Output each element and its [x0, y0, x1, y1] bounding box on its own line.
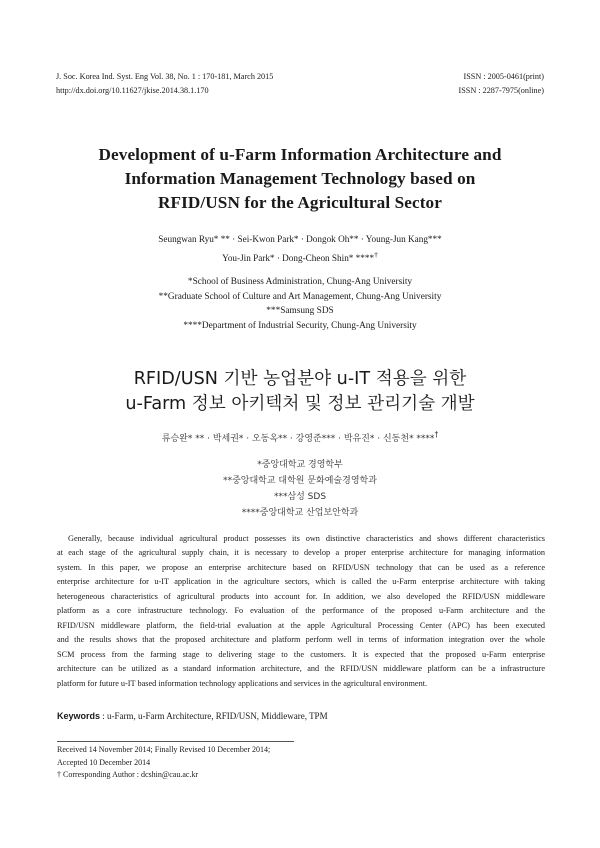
journal-citation: J. Soc. Korea Ind. Syst. Eng Vol. 38, No. 1 : 170-181, March 2015	[56, 72, 274, 81]
footnote-divider	[57, 741, 294, 742]
dagger-mark: †	[434, 430, 439, 439]
corresponding-author: † Corresponding Author : dcshin@cau.ac.kr	[57, 770, 199, 780]
abstract-line: platform as a core infrastructure technology. Fo evaluation of the performance of the proposed u-Farm architecture and the	[57, 606, 545, 616]
abstract-line: Generally, because individual agricultural product possesses its own distinctive characteristics and shows different characteristics	[68, 534, 545, 543]
korean-authors-text: 류승완* ** · 박세권* · 오동옥** · 강영준*** · 박유진* · 신동천* ****	[161, 434, 435, 444]
english-title-line: Information Management Technology based on	[124, 169, 476, 188]
issn-online: ISSN : 2287-7975(online)	[458, 86, 544, 95]
english-authors-line: Seungwan Ryu* ** · Sei-Kwon Park* · Dongok Oh** · Young-Jun Kang***	[158, 234, 442, 244]
affiliation: **중앙대학교 대학원 문화예술경영학과	[223, 476, 377, 486]
english-title	[40, 143, 560, 215]
keywords	[57, 710, 328, 722]
english-affiliations	[40, 275, 560, 333]
keywords-list: : u-Farm, u-Farm Architecture, RFID/USN, Middleware, TPM	[100, 711, 328, 721]
english-title-line: Development of u-Farm Information Architecture and	[98, 145, 502, 164]
abstract	[57, 532, 545, 691]
abstract-line: and the results shows that the proposed architecture and platform perform well in terms of information integration over the whole	[57, 635, 545, 645]
abstract-line: RFID/USN middleware platform, the field-trial evaluation at the apple Agricultural Processing Center (APC) has been executed	[57, 620, 545, 630]
abstract-line: platform for future u-IT based information technology applications and services in the agricultural environment.	[57, 678, 428, 688]
dagger-mark: †	[374, 250, 378, 259]
korean-title	[40, 367, 560, 417]
footnotes	[57, 744, 270, 782]
affiliation: ****중앙대학교 산업보안학과	[241, 508, 359, 518]
received-date: Received 14 November 2014; Finally Revised 10 December 2014;	[57, 745, 271, 754]
abstract-line: heterogeneous characteristics of agricultural products into account for. In addition, we also developed the RFID/USN middleware	[57, 591, 545, 601]
affiliation: ***Samsung SDS	[266, 306, 334, 317]
doi-link[interactable]: http://dx.doi.org/10.11627/jkise.2014.38.1.170	[56, 86, 209, 95]
abstract-line: enterprise architecture for u-IT application in the agriculture sectors, which is called the u-Farm enterprise architecture with taking	[57, 577, 545, 587]
affiliation: **Graduate School of Culture and Art Management, Chung-Ang University	[158, 291, 442, 302]
accepted-date: Accepted 10 December 2014	[57, 757, 151, 767]
korean-title-line: u-Farm 정보 아키텍처 및 정보 관리기술 개발	[125, 394, 475, 414]
abstract-line: SCM process from the farming stage to delivering stage to the customers. It is expected that the proposed u-Farm enterprise	[57, 649, 545, 659]
korean-authors	[40, 429, 560, 445]
english-authors	[40, 231, 560, 266]
english-title-line: RFID/USN for the Agricultural Sector	[158, 193, 442, 212]
english-authors-line	[40, 247, 560, 266]
abstract-line: system. In this paper, we propose an enterprise architecture based on RFID/USN technology that can be used as a reference	[57, 562, 545, 572]
abstract-line: at each stage of the agricultural supply chain, it is necessary to develop a proper enterprise architecture for managing information	[57, 548, 545, 558]
korean-affiliations	[40, 457, 560, 521]
abstract-line: architecture can be utilized as a standard information architecture, and the RFID/USN middleware platform can be a infrastructure	[57, 664, 545, 674]
affiliation: *School of Business Administration, Chung-Ang University	[187, 277, 413, 287]
korean-title-line: RFID/USN 기반 농업분야 u-IT 적용을 위한	[133, 369, 467, 389]
affiliation: *중앙대학교 경영학부	[257, 460, 343, 470]
keywords-label: Keywords	[57, 711, 101, 721]
affiliation: ***삼성 SDS	[273, 492, 327, 502]
issn-print: ISSN : 2005-0461(print)	[463, 72, 544, 81]
english-authors-line-text: You-Jin Park* · Dong-Cheon Shin* ****	[222, 253, 375, 264]
affiliation: ****Department of Industrial Security, Chung-Ang University	[183, 320, 417, 331]
